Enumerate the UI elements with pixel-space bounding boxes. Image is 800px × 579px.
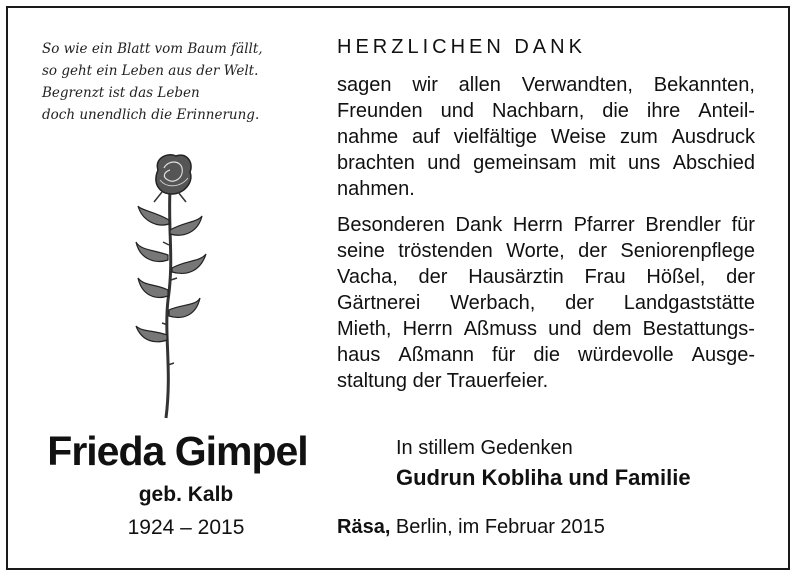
text-line (337, 264, 755, 290)
word: Bestattungs- (642, 318, 755, 340)
word: Hausärztin (468, 266, 564, 288)
word: Dank (455, 214, 503, 236)
word: dem (592, 318, 632, 340)
text-line (337, 124, 755, 150)
word: Ausge- (691, 344, 755, 366)
text-line (337, 150, 755, 176)
thanks-paragraph-1 (337, 72, 755, 202)
life-years: 1924 – 2015 (127, 516, 245, 539)
word: und (548, 318, 582, 340)
word: würdevolle (578, 344, 674, 366)
word: Besonderen (337, 214, 445, 236)
text-line (337, 238, 755, 264)
word: Aßmann (398, 344, 474, 366)
rose-icon (118, 150, 218, 420)
word: Seniorenpflege (620, 240, 755, 262)
word: der (726, 266, 755, 288)
word: uns (628, 152, 661, 174)
word: Abschied (672, 152, 755, 174)
poem-line: so geht ein Leben aus der Welt. (42, 63, 259, 79)
word: Landgaststätte (623, 292, 755, 314)
word: Mieth, (337, 318, 392, 340)
word: Werbach, (450, 292, 536, 314)
word: Brendler (645, 214, 721, 236)
word: Aßmuss (463, 318, 538, 340)
word: Ausdruck (671, 126, 755, 148)
word: Hößel, (646, 266, 706, 288)
word: Pfarrer (573, 214, 635, 236)
word: die (533, 344, 561, 366)
place-name: Räsa, (337, 516, 391, 538)
word: Verwandten, (521, 74, 633, 96)
deceased-name: Frieda Gimpel (47, 428, 308, 474)
place-rest: Berlin, im Februar 2015 (390, 516, 605, 538)
word: Herrn (512, 214, 563, 236)
text-line (337, 316, 755, 342)
word: gemeinsam (473, 152, 577, 174)
word: allen (458, 74, 501, 96)
word: tröstenden (398, 240, 493, 262)
word: zum (619, 126, 658, 148)
thanks-paragraph-2 (337, 212, 755, 394)
word: Nachbarn, (491, 100, 585, 122)
word: brachten (337, 152, 415, 174)
family-signature: Gudrun Kobliha und Familie (396, 465, 691, 490)
word: Freunden (337, 100, 423, 122)
word: für (491, 344, 516, 366)
place-date (337, 516, 605, 539)
word: der (578, 240, 607, 262)
word: die (602, 100, 629, 122)
word: Weise (550, 126, 607, 148)
word: seine (337, 240, 385, 262)
word: Frau (584, 266, 626, 288)
maiden-name: geb. Kalb (138, 483, 234, 506)
word: wir (412, 74, 438, 96)
word: und (440, 100, 474, 122)
text-line (337, 98, 755, 124)
word: nahme (337, 126, 399, 148)
text-line (337, 342, 755, 368)
word: vielfältige (453, 126, 538, 148)
text-line (337, 212, 755, 238)
word: Bekannten, (653, 74, 755, 96)
poem (42, 38, 302, 126)
word: für (731, 214, 755, 236)
text-line (337, 290, 755, 316)
word: ihre (646, 100, 681, 122)
word: Vacha, (337, 266, 398, 288)
memory-text: In stillem Gedenken (396, 437, 573, 459)
text-line (337, 72, 755, 98)
poem-line: Begrenzt ist das Leben (42, 85, 200, 101)
word: Anteil- (698, 100, 755, 122)
word: sagen (337, 74, 392, 96)
word: Herrn (402, 318, 453, 340)
text-line: nahmen. (337, 178, 415, 200)
word: mit (588, 152, 616, 174)
poem-line: doch unendlich die Erinnerung. (42, 107, 260, 123)
thanks-heading: HERZLICHEN DANK (337, 36, 586, 58)
word: Gärtnerei (337, 292, 421, 314)
word: und (427, 152, 461, 174)
word: Worte, (506, 240, 565, 262)
word: der (565, 292, 595, 314)
text-line: staltung der Trauerfeier. (337, 370, 549, 392)
poem-line: So wie ein Blatt vom Baum fällt, (42, 41, 263, 57)
word: der (418, 266, 448, 288)
word: haus (337, 344, 381, 366)
word: auf (412, 126, 440, 148)
